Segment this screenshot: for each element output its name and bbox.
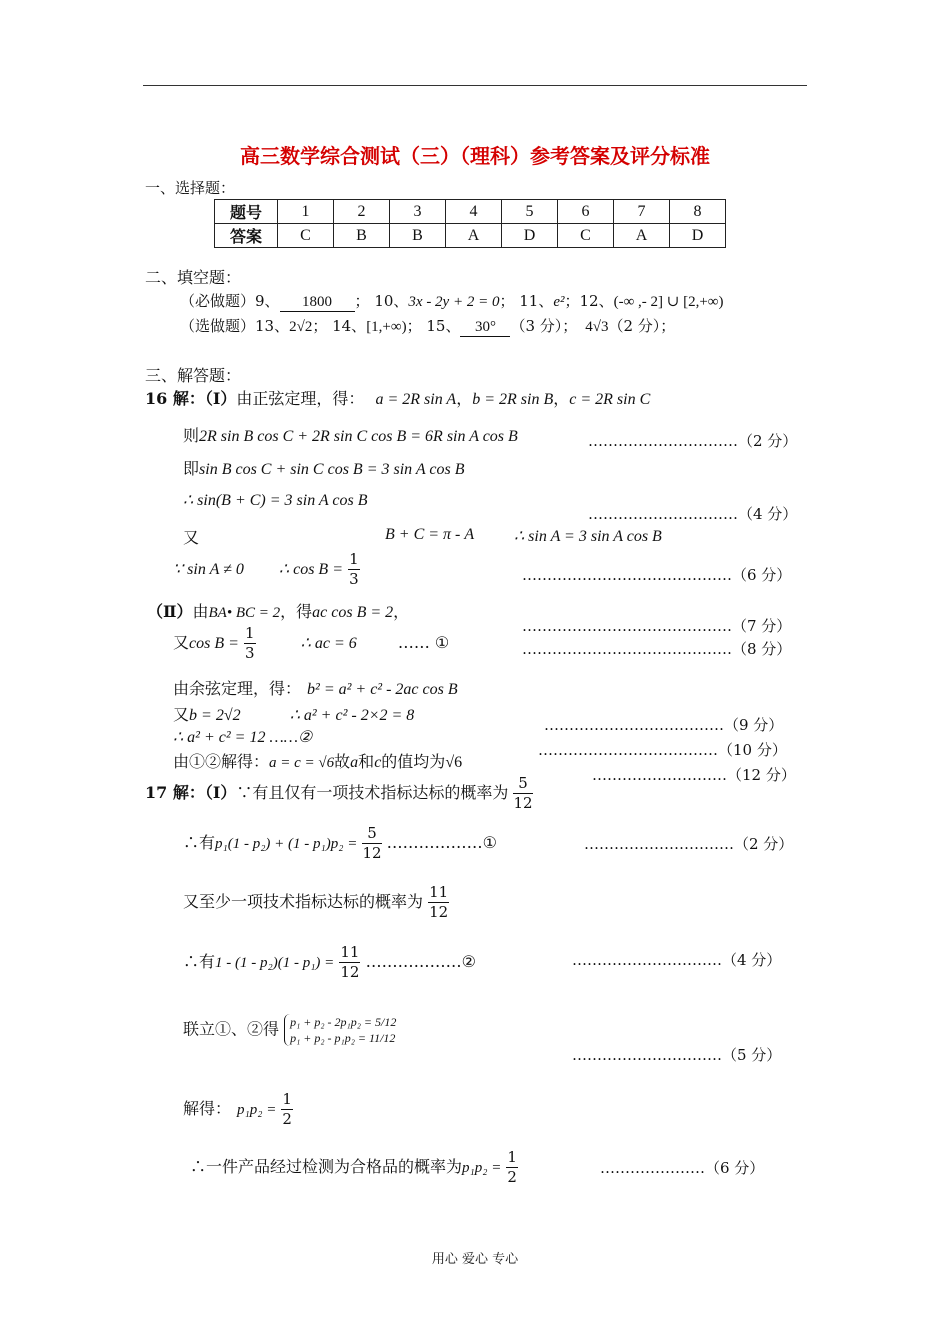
numerator: 11: [429, 883, 449, 901]
p17-line-4: [183, 945, 476, 980]
formula: b = 2R sin B: [472, 391, 554, 408]
formula: a = c = √6: [269, 755, 335, 771]
formula: b = 2√2: [189, 707, 241, 724]
formula: cos B =: [189, 635, 239, 652]
answer-10: 3x - 2y + 2 = 0: [408, 294, 500, 310]
denominator: 12: [513, 794, 533, 812]
formula: c = 2R sin C: [569, 391, 651, 408]
formula: 1 - (1 - p₂)(1 - p₁) =: [215, 955, 335, 971]
numerator: 11: [340, 943, 360, 961]
formula: √6: [445, 754, 463, 771]
text: ，得: [280, 602, 313, 621]
section1-heading: 一、选择题：: [145, 179, 236, 197]
table-cell: 4: [446, 200, 502, 224]
denominator: 2: [282, 1110, 292, 1128]
text: （Ⅰ）: [204, 389, 237, 408]
text: 由正弦定理，得：: [236, 389, 365, 408]
text: （选做题）13、: [180, 317, 290, 335]
page-title: 高三数学综合测试（三）（理科）参考答案及评分标准: [240, 144, 710, 168]
score: ……………………………………（6 分）: [522, 566, 792, 584]
formula: ∴ ac = 6: [300, 635, 357, 652]
text: ………………①: [386, 833, 497, 852]
section2-heading: 二、填空题：: [145, 268, 242, 287]
table-cell: A: [446, 224, 502, 248]
formula: a: [350, 754, 359, 771]
numerator: 1: [282, 1090, 292, 1108]
denominator: 2: [507, 1168, 517, 1186]
answer-12: (-∞ ,- 2] ∪ [2,+∞): [613, 294, 724, 310]
formula: a = 2R sin A: [375, 391, 457, 408]
score: …………………………（2 分）: [588, 432, 798, 450]
formula: sin B cos C + sin C cos B = 3 sin A cos B: [199, 461, 465, 478]
score: ……………………………………（8 分）: [522, 640, 792, 658]
formula: ∵ sin A ≠ 0: [173, 561, 244, 578]
score: …………………………（4 分）: [588, 505, 798, 523]
table-row: [215, 224, 726, 248]
answer-11: e²: [553, 294, 565, 310]
text: 故: [334, 752, 351, 771]
text: ； 10、: [354, 292, 409, 310]
text: ； 14、: [312, 317, 367, 335]
p16-line-4: ∴ sin(B + C) = 3 sin A cos B: [183, 492, 368, 509]
p16-line-11: ∴ a² + c² = 12 ……②: [173, 729, 313, 746]
formula: c: [374, 754, 382, 771]
score: …………………（6 分）: [600, 1159, 765, 1177]
denominator: 3: [245, 644, 255, 662]
fraction: [513, 776, 532, 811]
score: …………………………（5 分）: [572, 1046, 782, 1064]
fraction: [339, 945, 360, 980]
header-rule: [143, 85, 807, 86]
p16-line-10: [173, 702, 414, 725]
table-cell: 5: [502, 200, 558, 224]
text: 和: [358, 752, 375, 771]
score: ………………………（12 分）: [592, 766, 796, 784]
table-cell: 答案: [215, 224, 278, 248]
answer-15a: 30°: [460, 319, 510, 337]
p16-line-5: [183, 525, 199, 548]
table-cell: C: [278, 224, 334, 248]
fill-line-1: [180, 290, 723, 312]
denominator: 12: [429, 903, 449, 921]
table-cell: B: [390, 224, 446, 248]
answer-table: [214, 199, 726, 248]
table-cell: D: [502, 224, 558, 248]
score: …………………………（2 分）: [584, 835, 794, 853]
numerator: 1: [349, 550, 359, 568]
numerator: 5: [362, 826, 381, 844]
text: ∴有: [183, 952, 216, 971]
p17-line-1: [145, 776, 533, 811]
table-cell: 8: [670, 200, 726, 224]
answer-9: 1800: [280, 294, 355, 312]
text: （Ⅱ）: [147, 602, 193, 621]
answer-14: [1,+∞): [366, 319, 407, 335]
fraction: [244, 626, 256, 661]
answer-15b: 4√3: [585, 319, 609, 335]
text: 解得：: [183, 1099, 232, 1118]
p16-line-1: 16 解：（Ⅰ）由正弦定理，得： a = 2R sin A，b = 2R sin B，c = 2R sin C: [145, 389, 651, 408]
text: （Ⅰ）: [204, 783, 237, 802]
equation: p₁ + p₂ - 2p₁p₂ = 5/12: [290, 1015, 397, 1029]
numerator: 1: [507, 1148, 517, 1166]
text: 即: [183, 459, 200, 478]
formula: p₁p₂ =: [462, 1160, 502, 1176]
fraction: [362, 826, 381, 861]
text: …… ①: [397, 633, 450, 652]
p17-label: 17 解：: [145, 783, 205, 802]
table-cell: C: [558, 224, 614, 248]
equation: p₁ + p₂ - p₁p₂ = 11/12: [290, 1031, 396, 1046]
formula: BA• BC = 2: [208, 605, 281, 621]
text: （2 分）；: [608, 317, 676, 335]
p17-line-5: [183, 1014, 396, 1046]
text: （3 分）；: [510, 317, 578, 335]
table-cell: 3: [390, 200, 446, 224]
text: 又: [173, 705, 190, 724]
table-row: [215, 200, 726, 224]
text: ∴有: [183, 833, 216, 852]
formula: p₁(1 - p₂) + (1 - p₁)p₂ =: [215, 836, 358, 852]
text: ∵有且仅有一项技术指标达标的概率为: [236, 783, 509, 802]
score: ………………………………（10 分）: [538, 741, 787, 759]
formula: ∴ cos B =: [278, 561, 343, 578]
denominator: 3: [349, 570, 359, 588]
fraction: [281, 1092, 293, 1127]
table-cell: D: [670, 224, 726, 248]
p16-label: 16 解：: [145, 389, 205, 408]
text: ； 11、: [499, 292, 554, 310]
p17-line-2: [183, 826, 497, 861]
table-cell: A: [614, 224, 670, 248]
text: 又至少一项技术指标达标的概率为: [183, 892, 424, 911]
formula: b² = a² + c² - 2ac cos B: [307, 681, 458, 698]
p16-line-3: [183, 456, 464, 479]
text: 由: [192, 602, 209, 621]
page-footer: 用心 爱心 专心: [431, 1252, 519, 1267]
fill-line-2: [180, 315, 675, 337]
p17-line-3: [183, 885, 449, 920]
fraction: [506, 1150, 518, 1185]
section3-heading: 三、解答题：: [145, 366, 242, 385]
table-cell: 题号: [215, 200, 278, 224]
formula: p₁p₂ =: [237, 1102, 277, 1118]
text: 由余弦定理，得：: [173, 679, 302, 698]
score: …………………………（4 分）: [572, 951, 782, 969]
numerator: 5: [513, 776, 532, 794]
p16-line-9: [173, 676, 458, 699]
formula: 2R sin B cos C + 2R sin C cos B = 6R sin A cos B: [199, 428, 518, 445]
p16-line-12: [173, 749, 462, 772]
text: 联立①、②得: [183, 1019, 280, 1039]
text: 又: [183, 528, 200, 547]
table-cell: 6: [558, 200, 614, 224]
p16-line-7: [147, 599, 409, 622]
score: ………………………………（9 分）: [544, 716, 784, 734]
text: 由①②解得：: [173, 752, 270, 771]
denominator: 12: [340, 963, 360, 981]
p17-line-6: [183, 1092, 293, 1127]
p16-line-2: [183, 423, 518, 446]
formula: ∴ a² + c² - 2×2 = 8: [289, 707, 415, 724]
text: ，: [393, 602, 410, 621]
formula: ∴ sin A = 3 sin A cos B: [514, 528, 662, 545]
equation-system: [284, 1014, 396, 1046]
text: ；12、: [564, 292, 614, 310]
text: ………………②: [365, 952, 476, 971]
formula: ac cos B = 2: [312, 604, 394, 621]
p16-line-6: [173, 552, 360, 587]
answer-13: 2√2: [289, 319, 313, 335]
numerator: 1: [245, 624, 255, 642]
p16-line-8: [173, 626, 449, 661]
text: 的值均为: [381, 752, 446, 771]
table-cell: 2: [334, 200, 390, 224]
p17-line-7: [190, 1150, 518, 1185]
table-cell: 1: [278, 200, 334, 224]
text: 又: [173, 633, 190, 652]
formula: B + C = π - A: [385, 526, 475, 543]
text: ∴一件产品经过检测为合格品的概率为: [190, 1157, 463, 1176]
table-cell: B: [334, 224, 390, 248]
text: ； 15、: [406, 317, 461, 335]
fraction: [428, 885, 449, 920]
table-cell: 7: [614, 200, 670, 224]
text: 则: [183, 426, 200, 445]
text: （必做题）9、: [180, 292, 280, 310]
denominator: 12: [362, 844, 382, 862]
score: ……………………………………（7 分）: [522, 617, 792, 635]
fraction: [348, 552, 360, 587]
